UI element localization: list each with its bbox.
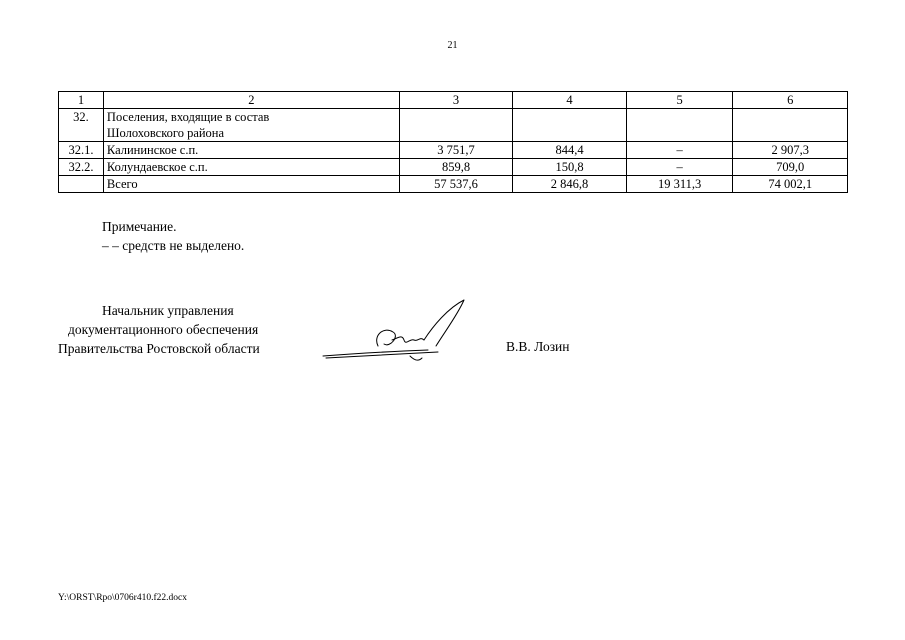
value-cell: 844,4 <box>513 142 627 159</box>
header-cell: 5 <box>626 92 733 109</box>
value-cell: 2 907,3 <box>733 142 848 159</box>
table-row-total <box>59 176 848 193</box>
row-number: 32.1. <box>59 142 104 159</box>
signer-name: В.В. Лозин <box>506 339 570 354</box>
value-cell: 709,0 <box>733 159 848 176</box>
value-cell: – <box>626 142 733 159</box>
header-cell: 3 <box>399 92 513 109</box>
table-row <box>59 159 848 176</box>
value-cell: 859,8 <box>399 159 513 176</box>
header-cell: 6 <box>733 92 848 109</box>
value-cell: 19 311,3 <box>626 176 733 193</box>
row-name: Всего <box>103 176 399 193</box>
value-cell: 74 002,1 <box>733 176 848 193</box>
signatory-title-line: документационного обеспечения <box>68 322 259 337</box>
table-row <box>59 142 848 159</box>
value-cell <box>733 109 848 142</box>
signature-block <box>58 301 260 358</box>
data-table <box>58 91 848 193</box>
header-cell: 1 <box>59 92 104 109</box>
row-name-line: Шолоховского района <box>106 126 225 140</box>
table-header-row <box>59 92 848 109</box>
value-cell: 3 751,7 <box>399 142 513 159</box>
row-name: Колундаевское с.п. <box>103 159 399 176</box>
header-cell: 2 <box>103 92 399 109</box>
row-name: Калининское с.п. <box>103 142 399 159</box>
value-cell: 57 537,6 <box>399 176 513 193</box>
header-cell: 4 <box>513 92 627 109</box>
value-cell: 2 846,8 <box>513 176 627 193</box>
value-cell: – <box>626 159 733 176</box>
value-cell: 150,8 <box>513 159 627 176</box>
note-text: – – средств не выделено. <box>102 238 245 253</box>
signatory-title-line: Правительства Ростовской области <box>58 341 260 356</box>
row-number: 32.2. <box>59 159 104 176</box>
handwritten-signature <box>318 296 478 368</box>
note-title: Примечание. <box>102 219 177 234</box>
row-name <box>103 109 399 142</box>
table-row <box>59 109 848 142</box>
signatory-title-line: Начальник управления <box>102 303 234 318</box>
page-number: 21 <box>447 40 458 51</box>
note <box>102 217 244 255</box>
file-path: Y:\ORST\Rpo\0706r410.f22.docx <box>58 593 187 603</box>
row-number: 32. <box>59 109 104 142</box>
value-cell <box>626 109 733 142</box>
value-cell <box>513 109 627 142</box>
row-number <box>59 176 104 193</box>
value-cell <box>399 109 513 142</box>
row-name-line: Поселения, входящие в состав <box>106 110 270 124</box>
